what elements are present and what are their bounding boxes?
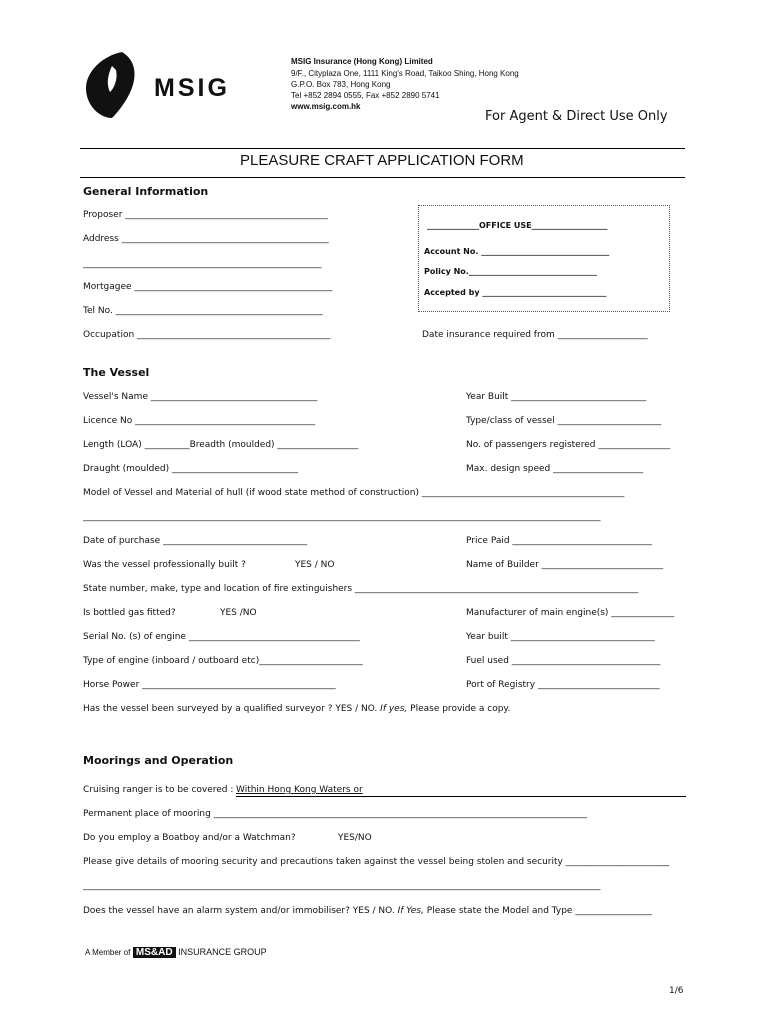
price-paid-field[interactable]: Price Paid _______________________________ xyxy=(466,536,652,546)
passengers-field[interactable]: No. of passengers registered ________________ xyxy=(466,440,671,450)
max-speed-field[interactable]: Max. design speed ____________________ xyxy=(466,464,644,474)
alarm-tail: Please state the Model and Type _________________ xyxy=(426,906,652,916)
tel-field[interactable]: Tel No. ______________________________________________ xyxy=(83,306,323,316)
manufacturer-field[interactable]: Manufacturer of main engine(s) ______________ xyxy=(466,608,675,618)
surveyed-question xyxy=(83,704,510,714)
msig-emblem-icon xyxy=(82,50,148,120)
account-no-field[interactable]: Account No. ________________________________ xyxy=(424,247,610,256)
form-title: PLEASURE CRAFT APPLICATION FORM xyxy=(240,152,524,169)
cruising-label: Cruising ranger is to be covered : xyxy=(83,785,234,795)
surveyed-label: Has the vessel been surveyed by a qualified surveyor ? YES / NO. xyxy=(83,704,378,714)
boatboy-answer[interactable]: YES/NO xyxy=(338,833,372,843)
alarm-label: Does the vessel have an alarm system and/or immobiliser? YES / NO. xyxy=(83,906,395,916)
date-required-field[interactable]: Date insurance required from ____________________ xyxy=(422,330,648,340)
fuel-field[interactable]: Fuel used _________________________________ xyxy=(466,656,661,666)
page-number: 1/6 xyxy=(669,986,684,996)
cruising-value[interactable]: Within Hong Kong Waters or xyxy=(236,785,363,795)
year-built-field[interactable]: Year Built ______________________________ xyxy=(466,392,647,402)
general-heading: General Information xyxy=(83,185,209,198)
member-label: A Member of xyxy=(85,948,131,957)
horse-power-field[interactable]: Horse Power ___________________________________________ xyxy=(83,680,336,690)
office-use-box xyxy=(418,205,670,312)
address-field-line2[interactable]: _____________________________________________________ xyxy=(83,259,322,269)
ms-ad-member-logo xyxy=(85,947,267,958)
licence-field[interactable]: Licence No ________________________________________ xyxy=(83,416,316,426)
agent-note: For Agent & Direct Use Only xyxy=(485,109,668,124)
bottled-gas-answer[interactable]: YES /NO xyxy=(220,608,257,618)
company-name: MSIG Insurance (Hong Kong) Limited xyxy=(291,57,433,66)
professionally-built-label: Was the vessel professionally built ? xyxy=(83,560,246,570)
draught-field[interactable]: Draught (moulded) ____________________________ xyxy=(83,464,298,474)
bottled-gas-label: Is bottled gas fitted? xyxy=(83,608,176,618)
insurance-group-label: INSURANCE GROUP xyxy=(178,947,267,957)
model-hull-line[interactable]: ___________________________________________________________________________________________________________________ xyxy=(83,512,601,522)
extinguishers-field[interactable]: State number, make, type and location of fire extinguishers _______________________________________________________________ xyxy=(83,584,639,594)
title-bottom-rule xyxy=(80,177,685,178)
moorings-heading: Moorings and Operation xyxy=(83,754,234,767)
mortgagee-field[interactable]: Mortgagee ____________________________________________ xyxy=(83,282,333,292)
msad-mark: MS&AD xyxy=(133,947,176,958)
serial-field[interactable]: Serial No. (s) of engine ______________________________________ xyxy=(83,632,360,642)
registry-field[interactable]: Port of Registry ___________________________ xyxy=(466,680,660,690)
policy-no-field[interactable]: Policy No.________________________________ xyxy=(424,267,597,276)
permanent-mooring-field[interactable]: Permanent place of mooring ___________________________________________________________________________________ xyxy=(83,809,588,819)
company-phone: Tel +852 2894 0555, Fax +852 2890 5741 xyxy=(291,91,440,100)
alarm-question[interactable] xyxy=(83,906,652,916)
type-class-field[interactable]: Type/class of vessel _______________________ xyxy=(466,416,662,426)
length-breadth-field[interactable]: Length (LOA) __________Breadth (moulded) __________________ xyxy=(83,440,359,450)
security-line[interactable]: ___________________________________________________________________________________________________________________ xyxy=(83,881,601,891)
security-field[interactable]: Please give details of mooring security and precautions taken against the vessel being stolen and security _______________________ xyxy=(83,857,670,867)
boatboy-label: Do you employ a Boatboy and/or a Watchman? xyxy=(83,833,296,843)
office-use-title: _____________OFFICE USE___________________ xyxy=(427,221,608,230)
professionally-built-answer[interactable]: YES / NO xyxy=(295,560,335,570)
address-field[interactable]: Address ______________________________________________ xyxy=(83,234,329,244)
engine-type-field[interactable]: Type of engine (inboard / outboard etc)_______________________ xyxy=(83,656,363,666)
vessel-name-field[interactable]: Vessel's Name _____________________________________ xyxy=(83,392,318,402)
logo-text: MSIG xyxy=(154,74,230,102)
alarm-if: If Yes, xyxy=(397,906,424,916)
company-website: www.msig.com.hk xyxy=(291,102,361,111)
occupation-field[interactable]: Occupation ___________________________________________ xyxy=(83,330,331,340)
builder-field[interactable]: Name of Builder ___________________________ xyxy=(466,560,664,570)
engine-year-field[interactable]: Year built ________________________________ xyxy=(466,632,655,642)
cruising-underline xyxy=(236,796,686,797)
title-top-rule xyxy=(80,148,685,149)
company-address-1: 9/F., Cityplaza One, 1111 King's Road, Taikoo Shing, Hong Kong xyxy=(291,69,519,78)
proposer-field[interactable]: Proposer _____________________________________________ xyxy=(83,210,328,220)
accepted-by-field[interactable]: Accepted by _______________________________ xyxy=(424,288,607,297)
surveyed-if: If yes, xyxy=(380,704,408,714)
vessel-heading: The Vessel xyxy=(83,366,150,379)
surveyed-tail: Please provide a copy. xyxy=(410,704,511,714)
model-hull-field[interactable]: Model of Vessel and Material of hull (if wood state method of construction) _____________________________________________ xyxy=(83,488,625,498)
date-purchase-field[interactable]: Date of purchase ________________________________ xyxy=(83,536,308,546)
msig-logo xyxy=(82,50,242,120)
company-address-2: G.P.O. Box 783, Hong Kong xyxy=(291,80,391,89)
